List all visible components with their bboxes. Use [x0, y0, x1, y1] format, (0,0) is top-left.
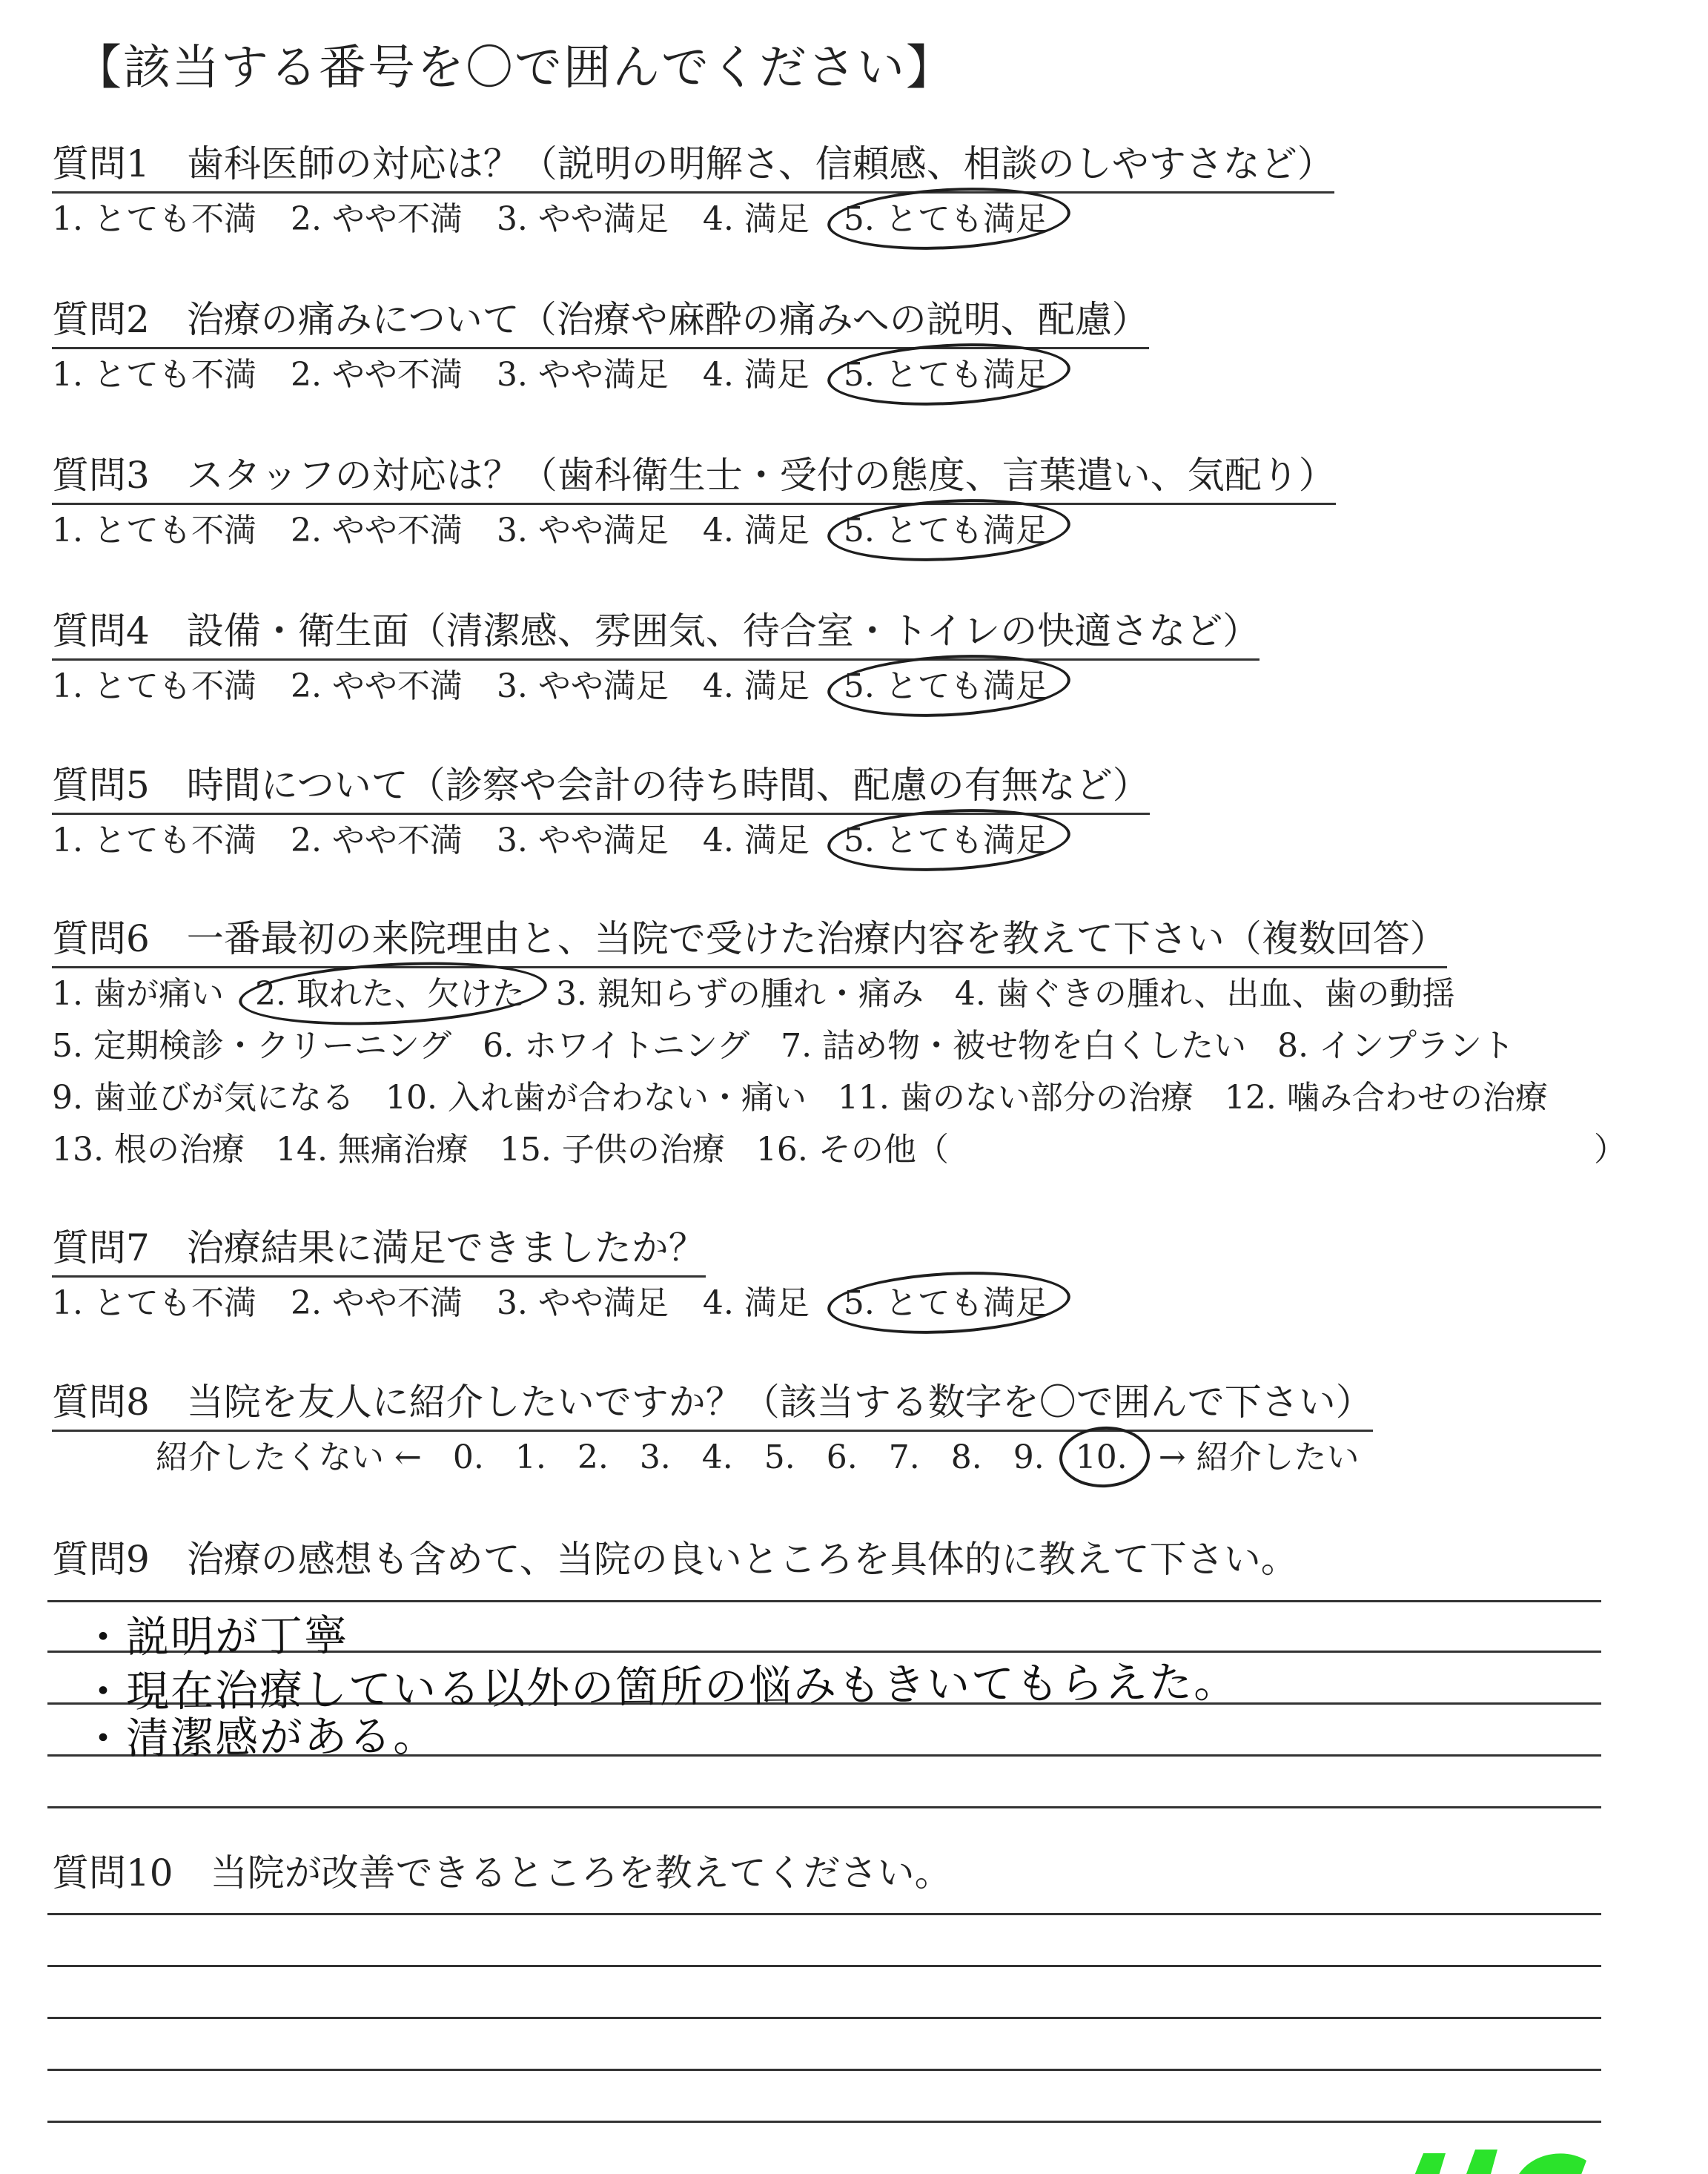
q6-title: 質問6 一番最初の来院理由と、当院で受けた治療内容を教えて下さい（複数回答）: [52, 916, 1447, 968]
q5-title: 質問5 時間について（診察や会計の待ち時間、配慮の有無など）: [52, 762, 1150, 815]
q8-scale: [156, 1437, 1360, 1478]
q6-option-4[interactable]: 4. 歯ぐきの腫れ、出血、歯の動揺: [954, 975, 1455, 1013]
q6-option-11[interactable]: 11. 歯のない部分の治療: [837, 1079, 1194, 1117]
q8-score-7[interactable]: 7.: [888, 1438, 920, 1476]
q6-option-3[interactable]: 3. 親知らずの腫れ・痛み: [555, 975, 924, 1013]
q4-option-5-selected[interactable]: 5. とても満足: [844, 666, 1048, 707]
q5-option-4[interactable]: 4. 満足: [702, 822, 810, 859]
q2-title: 質問2 治療の痛みについて（治療や麻酔の痛みへの説明、配慮）: [52, 297, 1149, 349]
q3-title: 質問3 スタッフの対応は？（歯科衛生士・受付の態度、言葉遣い、気配り）: [52, 452, 1336, 505]
q7-option-1[interactable]: 1. とても不満: [52, 1284, 256, 1322]
q6-option-8[interactable]: 8. インプラント: [1277, 1027, 1515, 1065]
q1-option-2[interactable]: 2. やや不満: [290, 200, 463, 238]
q6-option-9[interactable]: 9. 歯並びが気になる: [52, 1079, 354, 1117]
q4-options: [52, 666, 1048, 707]
q6-option-14[interactable]: 14. 無痛治療: [275, 1131, 469, 1169]
q9-answer-1[interactable]: ・説明が丁寧: [81, 1610, 349, 1663]
q6-option-7[interactable]: 7. 詰め物・被せ物を白くしたい: [781, 1027, 1247, 1065]
q3-option-2[interactable]: 2. やや不満: [290, 512, 463, 549]
q6-other-close-paren: ）: [1594, 1131, 1626, 1169]
q8-score-10-selected[interactable]: 10.: [1076, 1437, 1128, 1478]
answer-line: [47, 1913, 1601, 1915]
q3-option-3[interactable]: 3. やや満足: [496, 512, 669, 549]
q6-option-6[interactable]: 6. ホワイトニング: [483, 1027, 750, 1065]
q1-option-5-selected[interactable]: 5. とても満足: [844, 199, 1048, 240]
q7-option-5-selected[interactable]: 5. とても満足: [844, 1283, 1048, 1324]
q8-left-label: 紹介したくない ←: [156, 1438, 422, 1476]
q7-options: [52, 1283, 1048, 1324]
q6-row-3: [52, 1077, 1548, 1119]
q8-score-2[interactable]: 2.: [577, 1438, 609, 1476]
q6-option-15[interactable]: 15. 子供の治療: [499, 1131, 725, 1169]
q1-options: [52, 199, 1048, 240]
q8-title: 質問8 当院を友人に紹介したいですか？（該当する数字を〇で囲んで下さい）: [52, 1379, 1373, 1432]
q2-option-5-selected[interactable]: 5. とても満足: [844, 354, 1048, 396]
q6-option-12[interactable]: 12. 噛み合わせの治療: [1224, 1079, 1548, 1117]
q2-options: [52, 354, 1048, 396]
q8-right-label: → 紹介したい: [1158, 1438, 1360, 1476]
q2-option-3[interactable]: 3. やや満足: [496, 356, 669, 394]
q1-option-3[interactable]: 3. やや満足: [496, 200, 669, 238]
q7-title: 質問7 治療結果に満足できましたか？: [52, 1225, 706, 1278]
q8-score-5[interactable]: 5.: [764, 1438, 795, 1476]
q5-options: [52, 820, 1048, 862]
q2-option-1[interactable]: 1. とても不満: [52, 356, 256, 394]
q8-score-1[interactable]: 1.: [514, 1438, 546, 1476]
q6-row-1: [52, 974, 1455, 1015]
q8-score-3[interactable]: 3.: [639, 1438, 671, 1476]
q6-option-10[interactable]: 10. 入れ歯が合わない・痛い: [385, 1079, 807, 1117]
q8-score-4[interactable]: 4.: [701, 1438, 733, 1476]
q4-option-2[interactable]: 2. やや不満: [290, 667, 463, 705]
highlighter-mark: [1394, 2122, 1616, 2174]
q4-option-4[interactable]: 4. 満足: [702, 667, 810, 705]
q3-option-5-selected[interactable]: 5. とても満足: [844, 510, 1048, 552]
q7-option-2[interactable]: 2. やや不満: [290, 1284, 463, 1322]
q2-option-2[interactable]: 2. やや不満: [290, 356, 463, 394]
answer-line: [47, 2069, 1601, 2071]
answer-line: [47, 2017, 1601, 2019]
q7-option-4[interactable]: 4. 満足: [702, 1284, 810, 1322]
q8-score-9[interactable]: 9.: [1013, 1438, 1045, 1476]
q5-option-2[interactable]: 2. やや不満: [290, 822, 463, 859]
q1-title: 質問1 歯科医師の対応は？（説明の明解さ、信頼感、相談のしやすさなど）: [52, 141, 1334, 194]
q3-option-1[interactable]: 1. とても不満: [52, 512, 256, 549]
q6-row-4: [52, 1129, 949, 1171]
q2-option-4[interactable]: 4. 満足: [702, 356, 810, 394]
q10-title: 質問10 当院が改善できるところを教えてください。: [52, 1851, 952, 1894]
answer-line: [47, 1806, 1601, 1808]
q6-option-16[interactable]: 16. その他（: [755, 1131, 949, 1169]
q8-score-0[interactable]: 0.: [452, 1438, 484, 1476]
q9-title: 質問9 治療の感想も含めて、当院の良いところを具体的に教えて下さい。: [52, 1538, 1298, 1581]
q4-option-3[interactable]: 3. やや満足: [496, 667, 669, 705]
q1-option-4[interactable]: 4. 満足: [702, 200, 810, 238]
answer-line: [47, 1965, 1601, 1967]
form-heading: 【該当する番号を〇で囲んでください】: [74, 41, 955, 96]
q8-score-8[interactable]: 8.: [950, 1438, 982, 1476]
q6-option-13[interactable]: 13. 根の治療: [52, 1131, 245, 1169]
q6-option-5[interactable]: 5. 定期検診・クリーニング: [52, 1027, 452, 1065]
q3-option-4[interactable]: 4. 満足: [702, 512, 810, 549]
q9-answer-2[interactable]: ・現在治療している以外の箇所の悩みもきいてもらえた。: [81, 1656, 1239, 1717]
q3-options: [52, 510, 1048, 552]
q9-answer-3[interactable]: ・清潔感がある。: [81, 1710, 438, 1765]
q6-option-2-selected[interactable]: 2. 取れた、欠けた: [255, 974, 525, 1015]
q1-option-1[interactable]: 1. とても不満: [52, 200, 256, 238]
q4-option-1[interactable]: 1. とても不満: [52, 667, 256, 705]
q4-title: 質問4 設備・衛生面（清潔感、雰囲気、待合室・トイレの快適さなど）: [52, 608, 1260, 661]
q5-option-3[interactable]: 3. やや満足: [496, 822, 669, 859]
q7-option-3[interactable]: 3. やや満足: [496, 1284, 669, 1322]
q6-row-2: [52, 1025, 1515, 1067]
q6-option-1[interactable]: 1. 歯が痛い: [52, 975, 224, 1013]
q5-option-5-selected[interactable]: 5. とても満足: [844, 820, 1048, 862]
q8-score-6[interactable]: 6.: [826, 1438, 858, 1476]
answer-line: [47, 2121, 1601, 2123]
q5-option-1[interactable]: 1. とても不満: [52, 822, 256, 859]
